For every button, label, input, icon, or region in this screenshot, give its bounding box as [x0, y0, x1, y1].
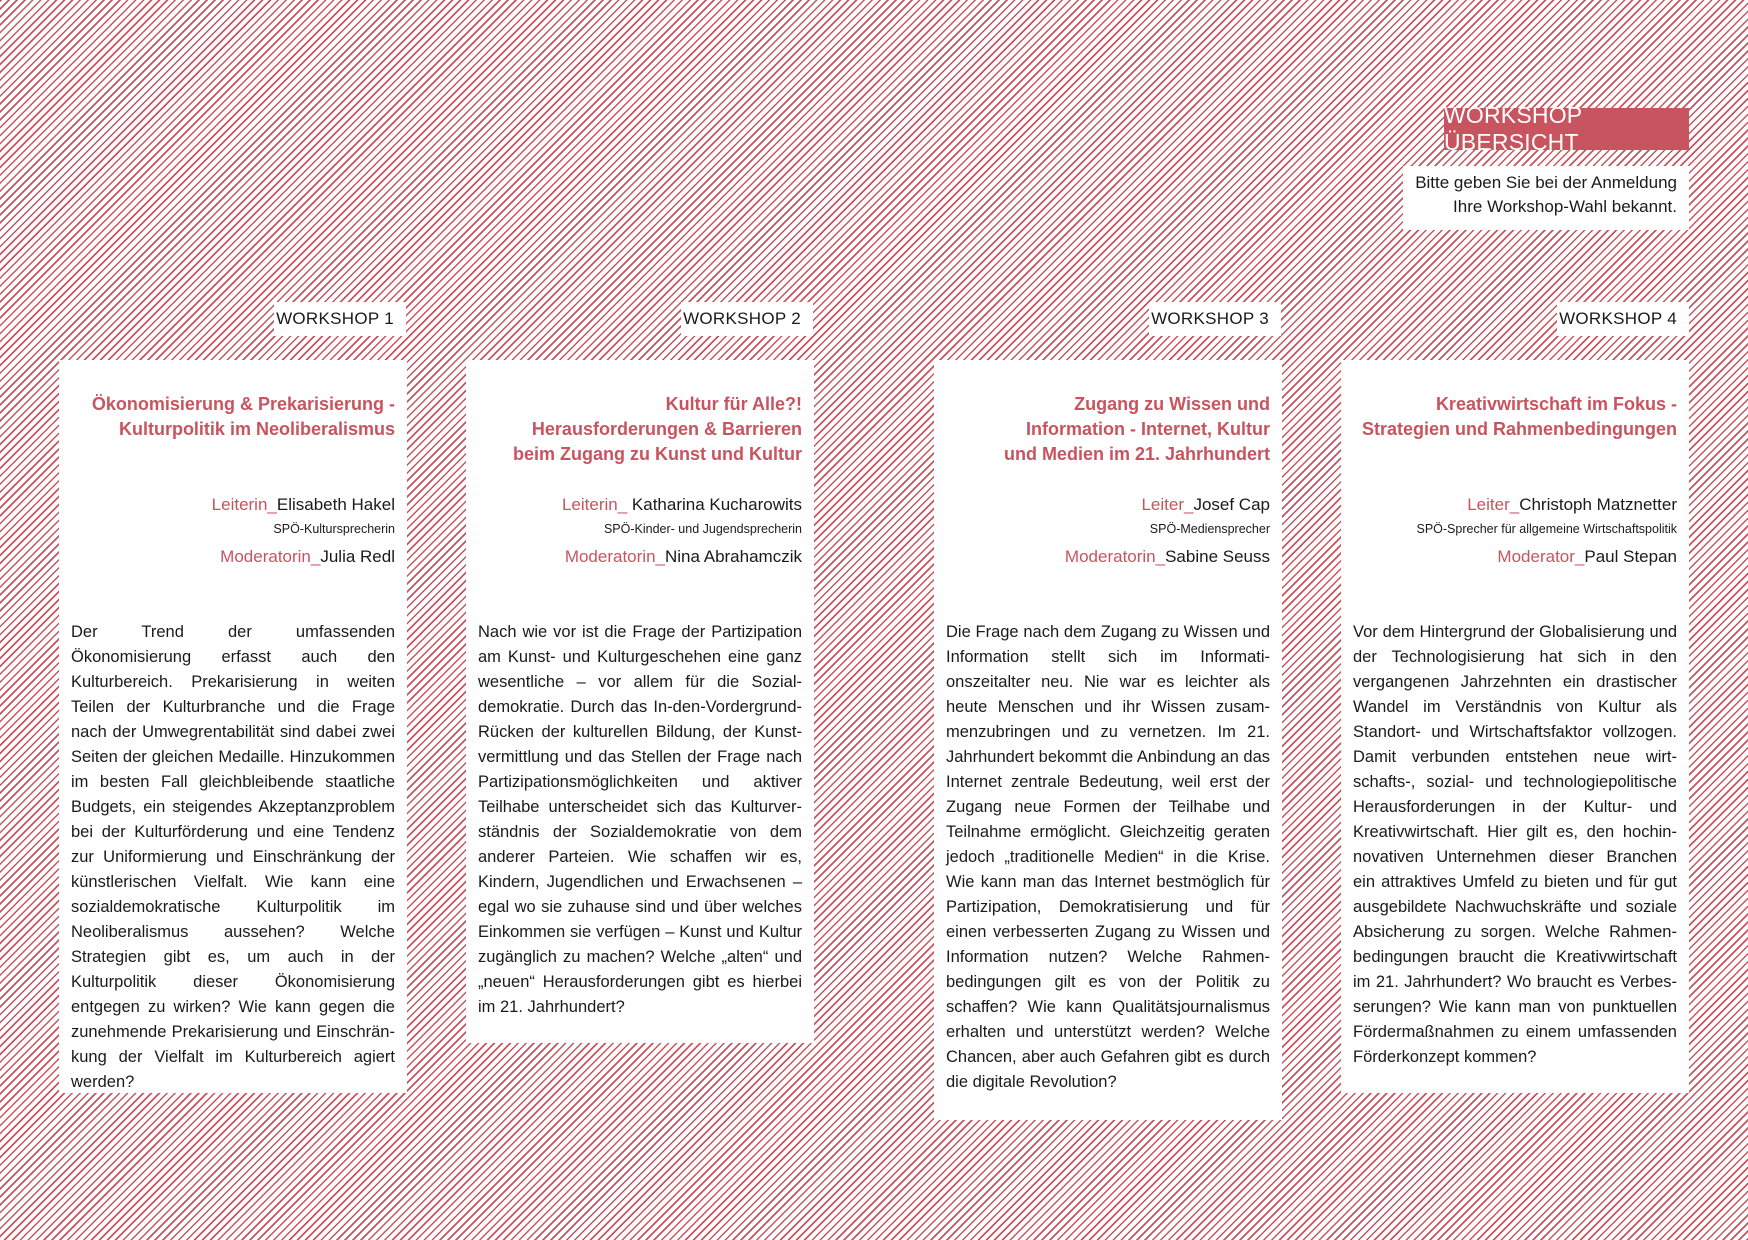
- leader-name: Josef Cap: [1193, 495, 1270, 514]
- workshop-title-line: Kultur für Alle?!: [665, 394, 802, 414]
- leader-title: SPÖ-Sprecher für allgemeine Wirtschaftspolitik: [1416, 522, 1677, 536]
- moderator-role: Moderatorin_: [564, 547, 665, 566]
- workshop-title-line: und Medien im 21. Jahrhundert: [1003, 444, 1270, 464]
- moderator-name: Paul Stepan: [1584, 547, 1677, 566]
- moderator-name: Sabine Seuss: [1165, 547, 1270, 566]
- workshop-tag: WORKSHOP 1: [274, 302, 406, 336]
- workshop-description: Vor dem Hintergrund der Globalisierung und der Technologisierung hat sich in den vergangenen Jahrzehnten ein drastischer Wandel im Verständnis von Kultur als Standort- und Wirtschaftsfaktor vollzogen. Damit verbunden entstehen neue wirtschafts-, sozial- und technologiepolitische Herausforderungen in der Kultur- und Kreativwirtschaft. Hier gilt es, den hochinnovativen Unternehmen dieser Branchen ein attraktives Umfeld zu bieten und für gut ausgebildete Nachwuchskräfte und soziale Absicherung zu sorgen. Welche Rahmenbedingungen braucht die Kreativwirtschaft im 21. Jahrhundert? Wo braucht es Verbesserungen? Wie kann man von punktuellen Fördermaßnahmen zu einem umfassenden Förderkonzept kommen?: [1353, 623, 1677, 1066]
- registration-note: [1403, 166, 1689, 230]
- workshop-title-line: Kreativwirtschaft im Fokus -: [1435, 394, 1677, 414]
- workshop-title-line: Herausforderungen & Barrieren: [531, 419, 802, 439]
- moderator-name: Nina Abrahamczik: [664, 547, 802, 566]
- workshop-title-line: Zugang zu Wissen und: [1074, 394, 1270, 414]
- moderator-line: [71, 544, 395, 569]
- leader-title: SPÖ-Mediensprecher: [1149, 522, 1270, 536]
- leader-title: SPÖ-Kultursprecherin: [273, 522, 395, 536]
- workshop-title: [478, 392, 802, 490]
- workshop-card: [59, 360, 407, 1093]
- workshop-tag: WORKSHOP 4: [1557, 302, 1689, 336]
- workshop-title-line: Kulturpolitik im Neoliberalismus: [118, 419, 395, 439]
- workshop-description: Nach wie vor ist die Frage der Partizipation am Kunst- und Kulturgeschehen eine ganz wesentliche – vor allem für die Sozialdemokratie. Durch das In-den-Vordergrund-Rücken der kulturellen Bildung, der Kunstvermittlung und das Stellen der Frage nach Partizipationsmöglichkeiten und aktiver Teilhabe unterscheidet sich das Kulturverständnis der Sozialdemokratie von dem anderer Parteien. Wie schaffen wir es, Kindern, Jugendlichen und Erwachsenen – egal wo sie zuhause sind und über welches Einkommen sie verfügen – Kunst und Kultur zugänglich zu machen? Welche „alten“ und „neuen“ Herausforderungen gibt es hierbei im 21. Jahrhundert?: [478, 623, 802, 1016]
- leader-line: [71, 492, 395, 517]
- workshop-title-line: Ökonomisierung & Prekarisierung -: [91, 394, 395, 414]
- workshop-card: [1341, 360, 1689, 1093]
- workshop-title: [946, 392, 1270, 490]
- registration-note-line: Bitte geben Sie bei der Anmeldung: [1415, 173, 1677, 192]
- moderator-line: [946, 544, 1270, 569]
- workshop-card: [466, 360, 814, 1043]
- leader-name: Katharina Kucharowits: [627, 495, 802, 514]
- leader-role: Leiterin_: [561, 495, 628, 514]
- workshop-tag: WORKSHOP 3: [1149, 302, 1281, 336]
- leader-role: Leiterin_: [211, 495, 277, 514]
- leader-role: Leiter_: [1467, 495, 1520, 514]
- workshop-title: [1353, 392, 1677, 490]
- workshop-title: [71, 392, 395, 490]
- leader-name: Elisabeth Hakel: [276, 495, 395, 514]
- leader-line: [1353, 492, 1677, 517]
- workshop-description: Der Trend der umfassenden Ökonomisierung erfasst auch den Kulturbereich. Prekarisierung in weiten Teilen der Kulturbranche und die Frage nach der Umwegrentabilität sind dabei zwei Seiten der gleichen Medaille. Hinzukommen im besten Fall gleichbleibende staatliche Budgets, ein steigendes Akzeptanzproblem bei der Kulturförderung und eine Tendenz zur Uniformierung und Einschränkung der künstlerischen Vielfalt. Wie kann eine sozialdemokratische Kulturpolitik im Neoliberalismus aussehen? Welche Strategien gibt es, um auch in der Kulturpolitik dieser Ökonomisierung entgegen zu wirken? Wie kann gegen die zunehmende Prekarisierung und Einschränkung der Vielfalt im Kulturbereich agiert werden?: [71, 623, 395, 1091]
- moderator-role: Moderatorin_: [220, 547, 321, 566]
- leader-name: Christoph Matznetter: [1519, 495, 1677, 514]
- leader-role: Leiter_: [1141, 495, 1194, 514]
- leader-title: SPÖ-Kinder- und Jugendsprecherin: [603, 522, 802, 536]
- moderator-role: Moderatorin_: [1064, 547, 1166, 566]
- overview-heading: WORKSHOP ÜBERSICHT: [1444, 108, 1689, 150]
- leader-line: [478, 492, 802, 517]
- workshop-title-line: beim Zugang zu Kunst und Kultur: [513, 444, 802, 464]
- registration-note-line: Ihre Workshop-Wahl bekannt.: [1453, 197, 1677, 216]
- moderator-line: [478, 544, 802, 569]
- moderator-line: [1353, 544, 1677, 569]
- workshop-title-line: Strategien und Rahmenbedingungen: [1361, 419, 1677, 439]
- moderator-role: Moderator_: [1497, 547, 1585, 566]
- workshop-card: [934, 360, 1282, 1120]
- workshop-title-line: Information - Internet, Kultur: [1026, 419, 1270, 439]
- leader-line: [946, 492, 1270, 517]
- moderator-name: Julia Redl: [320, 547, 395, 566]
- workshop-description: Die Frage nach dem Zugang zu Wissen und Information stellt sich im Informationszeitalter neu. Nie war es leichter als heute Menschen und ihr Wissen zusammenzubringen und zu vernetzen. Im 21. Jahrhundert bekommt die Anbindung an das Internet zentrale Bedeutung, weil erst der Zugang neue Formen der Teilhabe und Teilnahme ermöglicht. Gleichzeitig geraten jedoch „traditionelle Medien“ in die Krise. Wie kann man das Internet bestmöglich für Partizipation, Demokratisierung und für einen verbesserten Zugang zu Wissen und Information nutzen? Welche Rahmenbedingungen gilt es von der Politik zu schaffen? Wie kann Qualitätsjournalismus erhalten und unterstützt werden? Welche Chancen, aber auch Gefahren gibt es durch die digitale Revolution?: [946, 623, 1270, 1091]
- workshop-tag: WORKSHOP 2: [681, 302, 813, 336]
